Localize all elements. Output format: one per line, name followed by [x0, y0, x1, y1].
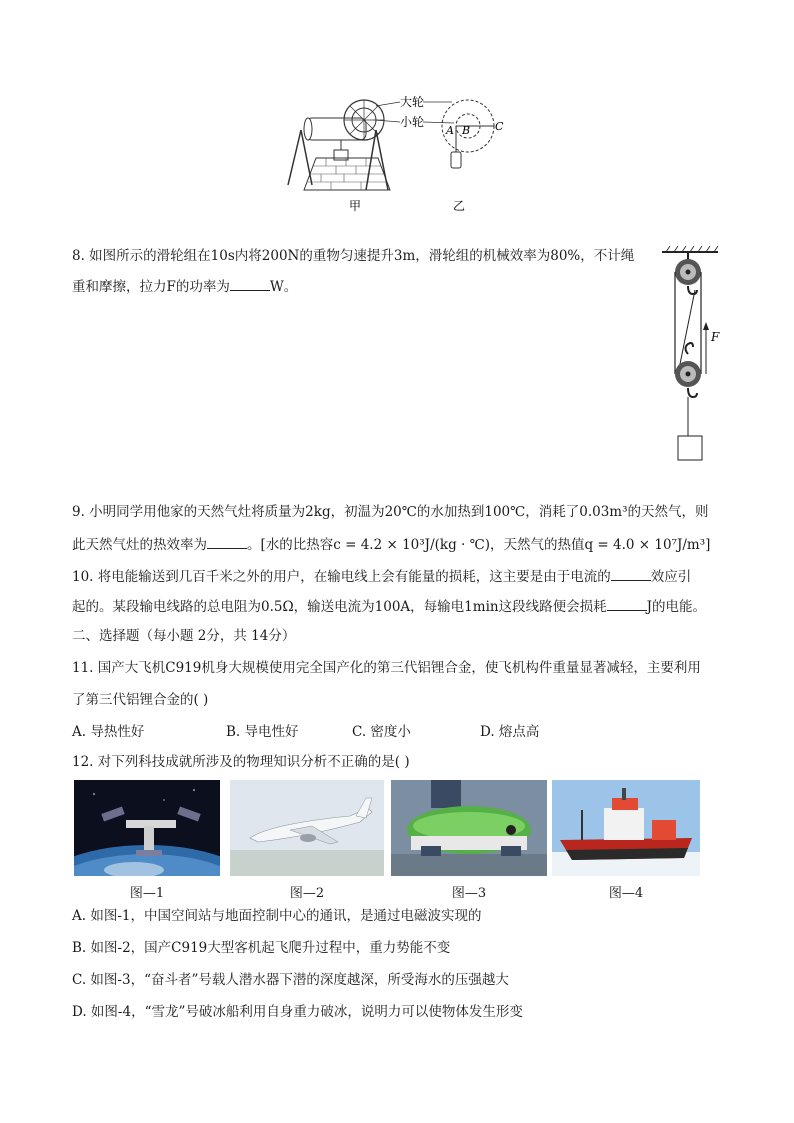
section-heading: 二、选择题（每小题 2分，共 14分） — [72, 628, 296, 644]
q9-line2 — [72, 534, 710, 555]
q11-option-b[interactable]: B. 导电性好 — [226, 724, 299, 740]
q10-text-d: J的电能。 — [646, 599, 707, 615]
space-station-photo — [74, 780, 220, 876]
q10-line1 — [72, 566, 691, 587]
q12-option-a[interactable]: A. 如图-1，中国空间站与地面控制中心的通讯，是通过电磁波实现的 — [72, 908, 482, 924]
q11-option-d[interactable]: D. 熔点高 — [480, 724, 540, 740]
wheel-axle-figure — [286, 90, 526, 215]
xuelong-icebreaker-photo — [552, 780, 700, 876]
q11-option-a[interactable]: A. 导热性好 — [72, 724, 145, 740]
fig3-caption: 图—3 — [451, 886, 487, 901]
q11-option-c[interactable]: C. 密度小 — [352, 724, 411, 740]
fendouzhe-submersible-photo — [391, 780, 547, 876]
fig1-caption: 图—1 — [129, 886, 165, 901]
point-a-label: A — [446, 124, 454, 137]
q10-text-b: 效应引 — [650, 569, 692, 585]
point-c-label: C — [495, 120, 504, 133]
small-wheel-label: 小轮 — [400, 115, 425, 129]
q9-text-a: 此天然气灶的热效率为 — [72, 537, 207, 553]
c919-airplane-photo — [230, 780, 384, 876]
q8-answer-blank[interactable] — [230, 276, 270, 291]
q9-text-b: 。[水的比热容c = 4.2 × 10³J/(kg · ℃)，天然气的热值q = 4.0 × 10⁷J/m³] — [247, 537, 711, 553]
q10-text-c: 起的。某段输电线路的总电阻为0.5Ω，输送电流为100A，每输电1min这段线路便会损耗 — [72, 599, 607, 615]
q10-answer-blank-2[interactable] — [607, 596, 647, 611]
q8-line2 — [72, 276, 297, 297]
q12-stem: 12. 对下列科技成就所涉及的物理知识分析不正确的是( ) — [72, 754, 410, 770]
q9-line1: 9. 小明同学用他家的天然气灶将质量为2kg，初温为20℃的水加热到100℃，消耗了0.03m³的天然气，则 — [72, 504, 709, 520]
q10-line2 — [72, 596, 706, 617]
q10-text-a: 10. 将电能输送到几百千米之外的用户，在输电线上会有能量的损耗，这主要是由于电流的 — [72, 569, 611, 585]
fig4-caption: 图—4 — [608, 886, 644, 901]
pulley-system-figure — [660, 244, 730, 466]
q10-answer-blank-1[interactable] — [611, 566, 651, 581]
fig2-caption: 图—2 — [289, 886, 325, 901]
q11-line1: 11. 国产大飞机C919机身大规模使用完全国产化的第三代铝锂合金，使飞机构件重量显著减轻，主要利用 — [72, 660, 701, 676]
force-f-label: F — [711, 330, 720, 344]
q9-answer-blank[interactable] — [207, 534, 247, 549]
q12-option-b[interactable]: B. 如图-2，国产C919大型客机起飞爬升过程中，重力势能不变 — [72, 940, 451, 956]
q12-option-c[interactable]: C. 如图-3，“奋斗者”号载人潜水器下潜的深度越深，所受海水的压强越大 — [72, 972, 509, 988]
q8-text-a: 重和摩擦，拉力F的功率为 — [72, 279, 230, 295]
fig-jia-caption: 甲 — [349, 199, 362, 213]
q11-line2: 了第三代铝锂合金的( ) — [72, 692, 209, 708]
q8-line1: 8. 如图所示的滑轮组在10s内将200N的重物匀速提升3m，滑轮组的机械效率为80%，不计绳 — [72, 248, 635, 264]
big-wheel-label: 大轮 — [400, 95, 425, 109]
point-b-label: B — [462, 124, 471, 137]
fig-yi-caption: 乙 — [453, 199, 466, 213]
q8-text-b: W。 — [269, 279, 298, 295]
q12-option-d[interactable]: D. 如图-4，“雪龙”号破冰船利用自身重力破冰，说明力可以使物体发生形变 — [72, 1004, 523, 1020]
